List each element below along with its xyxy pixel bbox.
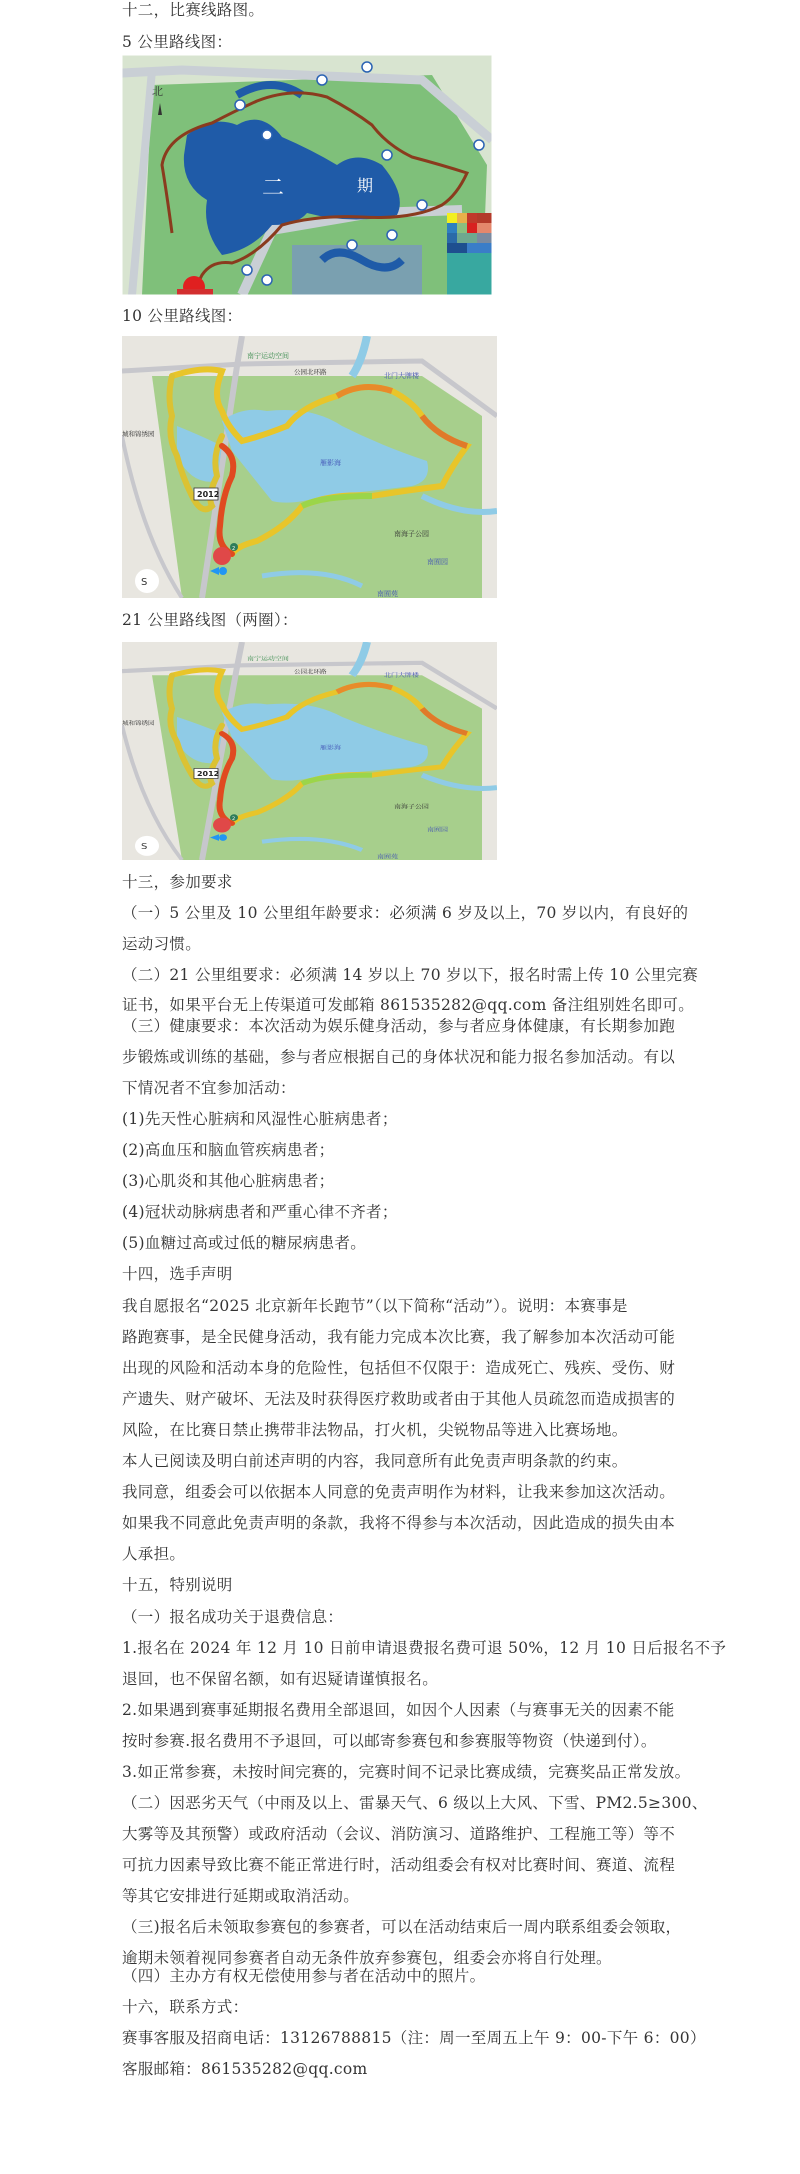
notice-line: （三)报名后未领取参赛包的参赛者，可以在活动结束后一周内联系组委会领取， bbox=[122, 1918, 682, 1936]
svg-text:南囿园: 南囿园 bbox=[427, 826, 448, 834]
svg-text:北门大牌楼: 北门大牌楼 bbox=[384, 372, 419, 380]
requirement-line: 下情况者不宜参加活动： bbox=[122, 1079, 296, 1097]
notice-line: 等其它安排进行延期或取消活动。 bbox=[122, 1887, 360, 1905]
svg-text:2012: 2012 bbox=[197, 490, 220, 499]
svg-text:南囿苑: 南囿苑 bbox=[377, 852, 398, 860]
svg-text:雁影海: 雁影海 bbox=[320, 459, 341, 467]
notice-line: 3.如正常参赛，未按时间完赛的，完赛时间不记录比赛成绩，完赛奖品正常发放。 bbox=[122, 1763, 691, 1781]
svg-text:2: 2 bbox=[232, 546, 236, 552]
map-5km-route bbox=[122, 55, 492, 295]
svg-text:北门大牌楼: 北门大牌楼 bbox=[384, 671, 419, 679]
requirement-line: （三）健康要求：本次活动为娱乐健身活动，参与者应身体健康，有长期参加跑 bbox=[122, 1017, 676, 1035]
section-16-heading: 十六，联系方式： bbox=[122, 1998, 249, 2016]
notice-line: 2.如果遇到赛事延期报名费用全部退回，如因个人因素（与赛事无关的因素不能 bbox=[122, 1701, 675, 1719]
contact-email: 客服邮箱：861535282@qq.com bbox=[122, 2060, 368, 2078]
north-label: 北 bbox=[152, 85, 163, 98]
svg-text:南海子公园: 南海子公园 bbox=[394, 530, 429, 538]
svg-text:南宁运动空间: 南宁运动空间 bbox=[247, 654, 289, 663]
section-15-heading: 十五，特别说明 bbox=[122, 1576, 233, 1594]
map-21km-caption: 21 公里路线图（两圈）： bbox=[122, 611, 298, 629]
svg-text:南宁运动空间: 南宁运动空间 bbox=[247, 352, 289, 360]
declaration-line: 我自愿报名“2025 北京新年长跑节”（以下简称“活动”）。说明：本赛事是 bbox=[122, 1297, 628, 1315]
notice-line: 逾期未领着视同参赛者自动无条件放弃参赛包，组委会亦将自行处理。 bbox=[122, 1949, 612, 1967]
notice-line: （四）主办方有权无偿使用参与者在活动中的照片。 bbox=[122, 1967, 486, 1985]
svg-text:南海子公园: 南海子公园 bbox=[394, 802, 429, 811]
map-5km-caption: 5 公里路线图： bbox=[122, 33, 233, 51]
map-21km-route bbox=[122, 642, 497, 860]
map-10km-caption: 10 公里路线图： bbox=[122, 307, 243, 325]
section-14-heading: 十四，选手声明 bbox=[122, 1265, 233, 1283]
svg-text:南囿园: 南囿园 bbox=[427, 558, 448, 566]
requirement-line: 运动习惯。 bbox=[122, 935, 202, 953]
notice-line: （二）因恶劣天气（中雨及以上、雷暴天气、6 级以上大风、下雪、PM2.5≥300、 bbox=[122, 1794, 708, 1812]
svg-text:二: 二 bbox=[262, 176, 285, 201]
notice-line: 退回，也不保留名额，如有迟疑请谨慎报名。 bbox=[122, 1670, 439, 1688]
svg-text:公园北环路: 公园北环路 bbox=[294, 368, 327, 376]
svg-text:公园北环路: 公园北环路 bbox=[294, 669, 327, 676]
condition-item: (3)心肌炎和其他心脏病患者； bbox=[122, 1172, 335, 1190]
notice-line: 可抗力因素导致比赛不能正常进行时，活动组委会有权对比赛时间、赛道、流程 bbox=[122, 1856, 676, 1874]
notice-line: 大雾等及其预警）或政府活动（会议、消防演习、道路维护、工程施工等）等不 bbox=[122, 1825, 676, 1843]
svg-text:城和锦绣园: 城和锦绣园 bbox=[122, 430, 155, 438]
declaration-line: 风险，在比赛日禁止携带非法物品，打火机，尖锐物品等进入比赛场地。 bbox=[122, 1421, 628, 1439]
svg-text:期: 期 bbox=[357, 176, 374, 195]
declaration-line: 出现的风险和活动本身的危险性，包括但不仅限于：造成死亡、残疾、受伤、财 bbox=[122, 1359, 676, 1377]
svg-text:城和锦绣园: 城和锦绣园 bbox=[122, 720, 155, 728]
section-13-heading: 十三，参加要求 bbox=[122, 873, 233, 891]
declaration-line: 我同意，组委会可以依据本人同意的免责声明作为材料，让我来参加这次活动。 bbox=[122, 1483, 676, 1501]
notice-line: （一）报名成功关于退费信息： bbox=[122, 1608, 344, 1626]
svg-text:S: S bbox=[141, 577, 148, 588]
section-12-heading: 十二，比赛线路图。 bbox=[122, 1, 265, 19]
condition-item: (2)高血压和脑血管疾病患者； bbox=[122, 1141, 335, 1159]
requirement-line: （二）21 公里组要求：必须满 14 岁以上 70 岁以下，报名时需上传 10 公里完赛 bbox=[122, 966, 699, 984]
declaration-line: 本人已阅读及明白前述声明的内容，我同意所有此免责声明条款的约束。 bbox=[122, 1452, 628, 1470]
declaration-line: 人承担。 bbox=[122, 1545, 186, 1563]
requirement-line: 步锻炼或训练的基础，参与者应根据自己的身体状况和能力报名参加活动。有以 bbox=[122, 1048, 676, 1066]
svg-text:2012: 2012 bbox=[197, 769, 220, 778]
map-10km-route bbox=[122, 336, 497, 598]
svg-text:2: 2 bbox=[232, 817, 236, 822]
requirement-line: 证书，如果平台无上传渠道可发邮箱 861535282@qq.com 备注组别姓名即可。 bbox=[122, 996, 694, 1014]
svg-text:南囿苑: 南囿苑 bbox=[377, 590, 398, 598]
condition-item: (4)冠状动脉病患者和严重心律不齐者； bbox=[122, 1203, 398, 1221]
contact-phone: 赛事客服及招商电话：13126788815（注：周一至周五上午 9：00-下午 6：00） bbox=[122, 2029, 706, 2047]
condition-item: (1)先天性心脏病和风湿性心脏病患者； bbox=[122, 1110, 398, 1128]
svg-text:雁影海: 雁影海 bbox=[320, 743, 341, 752]
notice-line: 按时参赛.报名费用不予退回，可以邮寄参赛包和参赛服等物资（快递到付）。 bbox=[122, 1732, 657, 1750]
requirement-line: （一）5 公里及 10 公里组年龄要求：必须满 6 岁及以上，70 岁以内，有良好的 bbox=[122, 904, 689, 922]
notice-line: 1.报名在 2024 年 12 月 10 日前申请退费报名费可退 50%，12 月 10 日后报名不予 bbox=[122, 1639, 727, 1657]
condition-item: (5)血糖过高或过低的糖尿病患者。 bbox=[122, 1234, 367, 1252]
svg-text:S: S bbox=[141, 841, 148, 852]
declaration-line: 如果我不同意此免责声明的条款，我将不得参与本次活动，因此造成的损失由本 bbox=[122, 1514, 676, 1532]
declaration-line: 产遗失、财产破坏、无法及时获得医疗救助或者由于其他人员疏忽而造成损害的 bbox=[122, 1390, 676, 1408]
declaration-line: 路跑赛事，是全民健身活动，我有能力完成本次比赛，我了解参加本次活动可能 bbox=[122, 1328, 676, 1346]
